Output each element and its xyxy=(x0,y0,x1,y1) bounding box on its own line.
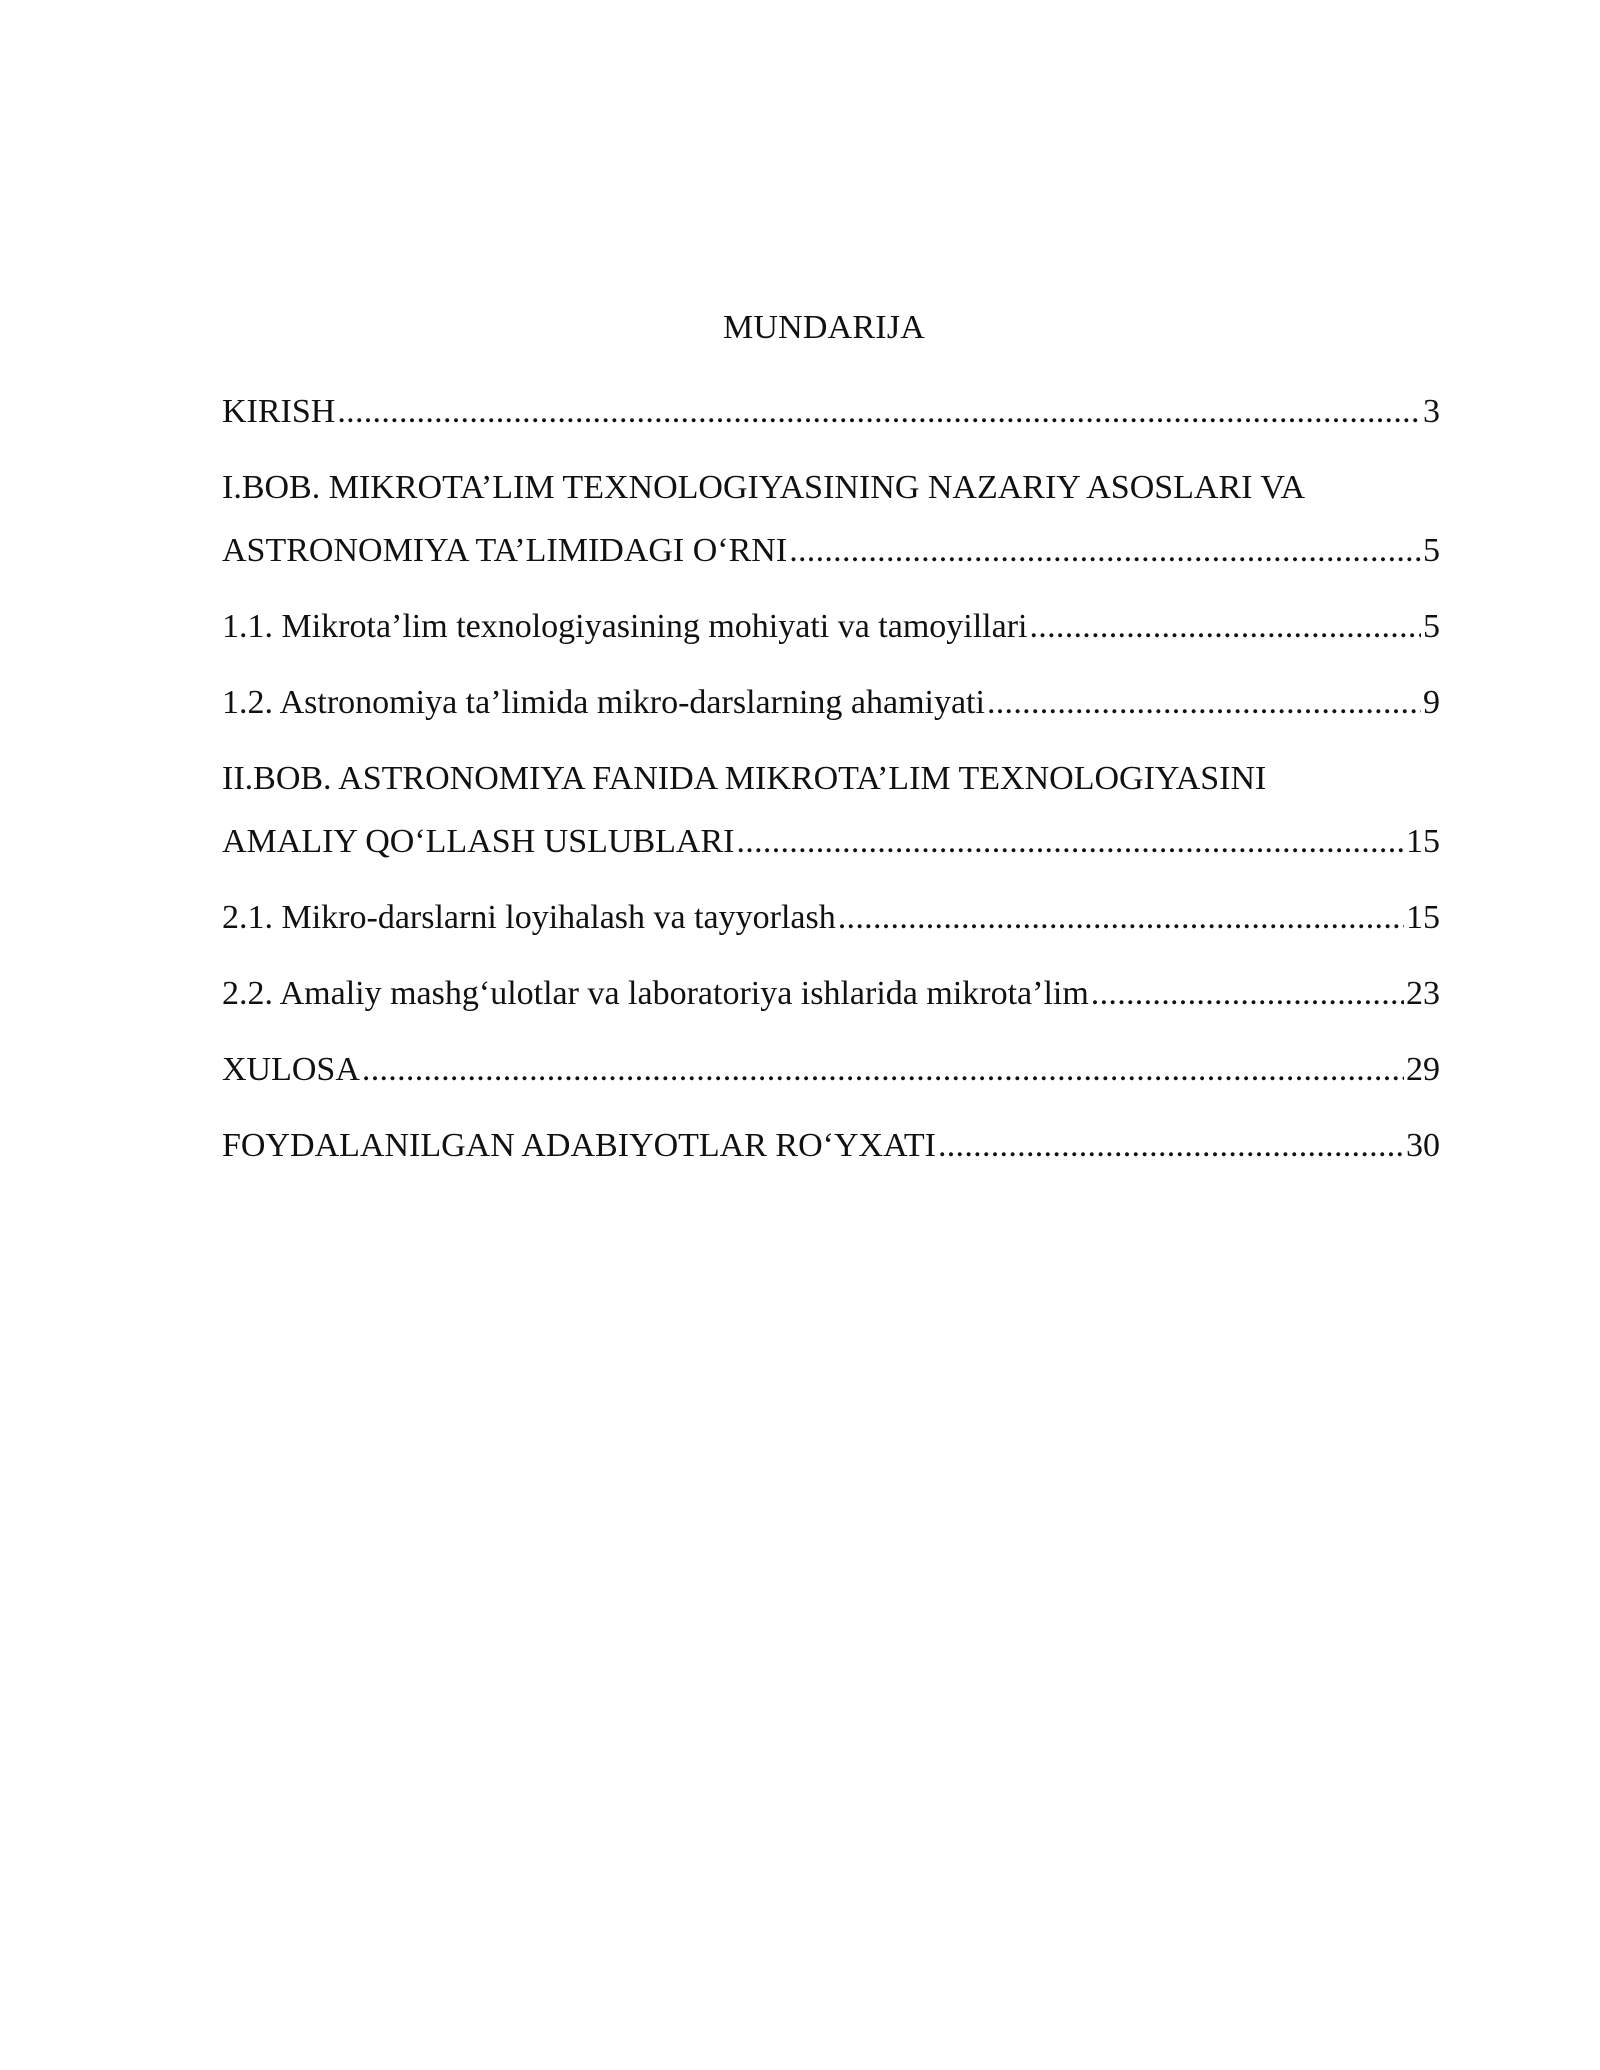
toc-page-number: 30 xyxy=(1406,1127,1440,1164)
toc-entry-text: 1.1. Mikrota’lim texnologiyasining mohiyati va tamoyillari xyxy=(222,608,1028,645)
toc-entry-section-1-1[interactable] xyxy=(222,607,1440,647)
toc-entry-line xyxy=(222,683,1440,723)
toc-entry-text: AMALIY QO‘LLASH USLUBLARI xyxy=(222,823,735,860)
toc-leader-dots xyxy=(1091,974,1404,1014)
toc-leader-dots xyxy=(737,822,1405,862)
toc-entry-text-line1: I.BOB. MIKROTA’LIM TEXNOLOGIYASINING NAZARIY ASOSLARI VA xyxy=(222,469,1306,506)
toc-leader-dots xyxy=(337,392,1421,432)
toc-entry-line xyxy=(222,822,1440,862)
toc-page-number: 23 xyxy=(1406,975,1440,1012)
toc-entry-line xyxy=(222,898,1440,938)
toc-entry-line xyxy=(222,531,1440,571)
toc-entry-section-1-2[interactable] xyxy=(222,683,1440,723)
toc-entry-text: KIRISH xyxy=(222,393,336,430)
toc-entry-xulosa[interactable] xyxy=(222,1050,1440,1090)
toc-entry-line xyxy=(222,1050,1440,1090)
toc-page-number: 3 xyxy=(1423,393,1440,430)
toc-leader-dots xyxy=(838,898,1404,938)
toc-leader-dots xyxy=(938,1126,1404,1166)
toc-page-number: 5 xyxy=(1423,532,1440,569)
toc-entry-text-line1: II.BOB. ASTRONOMIYA FANIDA MIKROTA’LIM TEXNOLOGIYASINI xyxy=(222,760,1267,797)
toc-entry-kirish[interactable] xyxy=(222,392,1440,432)
toc-page-number: 9 xyxy=(1423,684,1440,721)
toc-entry-text: ASTRONOMIYA TA’LIMIDAGI O‘RNI xyxy=(222,532,788,569)
toc-entry-text: 2.1. Mikro-darslarni loyihalash va tayyorlash xyxy=(222,899,836,936)
table-of-contents xyxy=(222,392,1440,1202)
toc-entry-text: 2.2. Amaliy mashg‘ulotlar va laboratoriya ishlarida mikrota’lim xyxy=(222,975,1089,1012)
toc-leader-dots xyxy=(789,531,1421,571)
toc-entry-chapter-1[interactable] xyxy=(222,468,1440,571)
toc-entry-section-2-2[interactable] xyxy=(222,974,1440,1014)
toc-entry-line xyxy=(222,392,1440,432)
toc-page-number: 15 xyxy=(1406,899,1440,936)
toc-entry-line xyxy=(222,1126,1440,1166)
toc-entry-text: XULOSA xyxy=(222,1051,360,1088)
toc-page-number: 15 xyxy=(1406,823,1440,860)
toc-leader-dots xyxy=(1030,607,1422,647)
toc-leader-dots xyxy=(362,1050,1404,1090)
toc-entry-references[interactable] xyxy=(222,1126,1440,1166)
toc-page-number: 29 xyxy=(1406,1051,1440,1088)
toc-entry-section-2-1[interactable] xyxy=(222,898,1440,938)
toc-entry-text: FOYDALANILGAN ADABIYOTLAR RO‘YXATI xyxy=(222,1127,936,1164)
toc-entry-text: 1.2. Astronomiya ta’limida mikro-darslarning ahamiyati xyxy=(222,684,985,721)
toc-leader-dots xyxy=(987,683,1421,723)
toc-entry-line xyxy=(222,974,1440,1014)
toc-title: MUNDARIJA xyxy=(722,309,926,346)
toc-page-number: 5 xyxy=(1423,608,1440,645)
toc-entry-line xyxy=(222,607,1440,647)
toc-entry-chapter-2[interactable] xyxy=(222,759,1440,862)
